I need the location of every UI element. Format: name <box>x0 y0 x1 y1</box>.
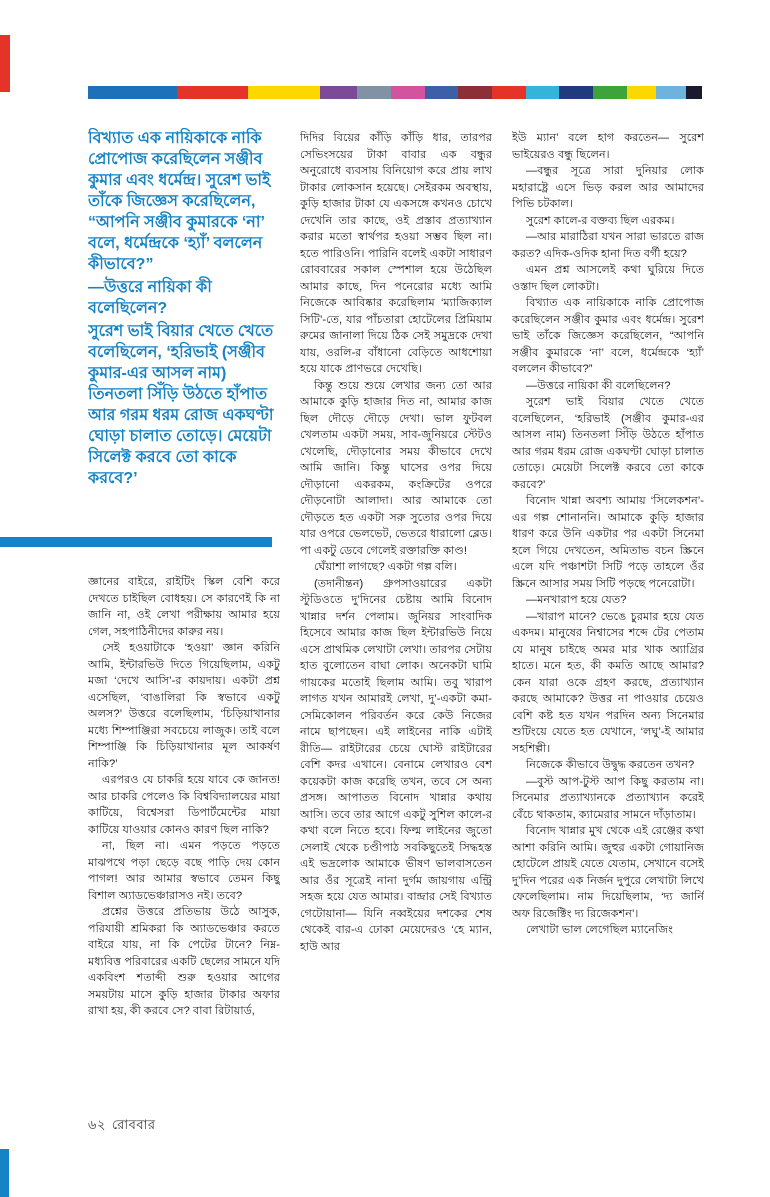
paragraph: প্রশ্নের উত্তরে প্রতিভায় উঠে আসুক, পরিযায়ী শ্রমিকরা কি অ্যাডভেঞ্চার করতে বাইরে যায়, না কি পেটের টানে? নিম্ন-মধ্যবিত্ত পরিবারের একটি ছেলের সামনে যদি একবিংশ শতাব্দী শুরু হওয়ার আগের সময়টায় মাসে কুড়ি হাজার টাকার অফার রাখা হয়, কী করবে সে? বাবা রিটায়ার্ড, <box>88 906 280 1017</box>
stripe-segment <box>177 86 248 99</box>
paragraph: দিদির বিয়ের কাঁড়ি কাঁড়ি ধার, তারপর সেভিংসয়ের টাকা বাবার এক বন্ধুর অনুরোধে ব্যবসায় বিনিয়োগ করে প্রায় লাখ টাকার লোকসান হয়েছে। সেইরকম অবস্থায়, কুড়ি হাজার টাকা যে একসঙ্গে কখনও চোখে দেখেনি তার কাছে, ওই প্রস্তাব প্রত্যাখ্যান করার মতো স্বার্থপর হওয়া সম্ভব ছিল না। হতে পারিওনি। পারিনি বলেই একটা সাধারণ রোববারের সকাল স্পেশাল হয়ে উঠেছিল আমার কাছে, দিন পনেরোর মধ্যে আমি নিজেকে আবিষ্কার করেছিলাম ‘ম্যাজিক্যাল সিটি’-তে, যার পাঁচতারা হোটেলের প্রিমিয়াম রুমের জানালা দিয়ে ঠিক সেই সমুদ্রকে দেখা যায়, ওরলি-র বাঁধানো বেড়িতে আধশোয়া হয়ে যাকে প্রাণভরে দেখেছি। <box>300 132 492 375</box>
paragraph: সুরেশ কালে-র বক্তব্য ছিল এরকম। <box>526 214 675 227</box>
stripe-segment <box>320 86 358 99</box>
stripe-segment <box>686 86 702 99</box>
stripe-segment <box>391 86 425 99</box>
paragraph: এরপরও যে চাকরি হয়ে যাবে কে জানত! আর চাকরি পেলেও কি বিশ্ববিদ্যালয়ের মায়া কাটিয়ে, বিশ্বেসরা ডিপার্টমেন্টের মায়া কাটিয়ে যাওয়ার কোনও কারণ ছিল নাকি? <box>88 774 280 836</box>
paragraph: —বুস্ট আপ-টুস্ট আপ কিছু করতাম না। সিনেমার প্রত্যাখ্যানকে প্রত্যাখ্যান করেই বেঁচে থাকতাম, ক্যামেরার সামনে দাঁড়াতাম। <box>512 775 704 821</box>
stripe-segment <box>526 86 560 99</box>
stripe-segment <box>656 86 686 99</box>
column-middle <box>300 130 492 1108</box>
paragraph: এমন প্রশ্ন আসলেই কথা ঘুরিয়ে দিতে ওস্তাদ ছিল লোকটা। <box>512 264 704 293</box>
paragraph: —উত্তরে নায়িকা কী বলেছিলেন? <box>526 379 671 392</box>
paragraph: (তদানীন্তন) গ্রুপসাওয়ারের একটা স্টুডিওতে দু’দিনের চেষ্টায় আমি বিনোদ খান্নার দর্শন পেলাম। জুনিয়র সাংবাদিক হিসেবে আমার কাজ ছিল ইন্টারভিউ নিয়ে এসে প্রাথমিক লেখাটা লেখা। তারপর সেটায় হাত বুলোতেন বাঘা লোক। অনেকটা ঘামি গায়কের মতোই ছিলাম আমি। তবু খারাপ লাগত যখন আমারই লেখা, দু’-একটা কমা-সেমিকোলন পরিবর্তন করে কেউ নিজের নামে ছাপছেন। এই লাইনের নাকি এটাই রীতি— রাইটারের চেয়ে ঘোস্ট রাইটারের বেশি কদর এখানে। বেনামে লেখারও বেশ কয়েকটা কাজ করেছি তখন, তবে সে অন্য প্রসঙ্গ। আপাতত বিনোদ খান্নার কথায় আসি। তবে তার আগে একটু সুশিল কালে-র কথা বলে নিতে হবে। ফিল্ম লাইনের জুতো সেলাই থেকে চণ্ডীপাঠ সবকিছুতেই সিদ্ধহস্ত এই ভদ্রলোক আমাকে ভীষণ ভালবাসতেন আর ওঁর সূত্রেই নানা দুর্গম জায়গায় এন্ট্রি সহজ হয়ে যেত আমার। বান্দ্রার সেই বিখ্যাত গেটোয়ানা— যিনি নব্বইয়ের দশকের শেষ থেকেই বার-এ ঢোকা মেয়েদেরও ‘হে ম্যান, হাউ আর <box>300 577 492 953</box>
paragraph: বিনোদ খান্না অবশ্য আমায় ‘সিলেকশন’-এর গল্প শোনাননি। আমাকে কুড়ি হাজার ধারণ করে উনি একটার পর একটা সিনেমা হলে গিয়ে দেখতেন, অমিতাভ বচন স্ক্রিনে এলে যদি পঞ্চাশটা সিটি পড়ে তাহলে ওঁর স্ক্রিনে আসার সময় সিটি পড়ছে পনেরোটা। <box>512 495 704 590</box>
paragraph: জ্ঞানের বাইরে, রাইটিং স্কিল বেশি করে দেখতে চাইছিল বোধহয়। সে কারণেই কি না জানি না, ওই লেখা পরীক্ষায় আমার হয়ে গেল, সহপাঠিনীদের কারুর নয়। <box>88 576 280 638</box>
page-number: ৬২ <box>88 1117 106 1132</box>
pull-quote-paragraph: —উত্তরে নায়িকা কী বলেছিলেন? <box>88 279 212 317</box>
stripe-segment <box>425 86 459 99</box>
bottom-left-blue-edge-bar <box>0 1149 9 1197</box>
stripe-segment <box>248 86 319 99</box>
paragraph: —মনখারাপ হয়ে যেত? <box>526 594 627 606</box>
stripe-segment <box>627 86 657 99</box>
stripe-segment <box>458 86 492 99</box>
paragraph: লেখাটা ভাল লেগেছিল ম্যানেজিং <box>526 924 673 936</box>
paragraph: বিখ্যাত এক নায়িকাকে নাকি প্রোপোজ করেছিলেন সঞ্জীব কুমার এবং ধর্মেন্দ্র। সুরেশ ভাই তাঁকে জিজ্ঞেস করেছিলেন, “আপনি সঞ্জীব কুমারকে ‘না’ বলে, ধর্মেন্দ্রকে ‘হ্যাঁ’ বললেন কীভাবে?” <box>512 297 704 375</box>
page-footer <box>88 1116 156 1137</box>
top-color-stripe <box>88 86 702 99</box>
stripe-segment <box>357 86 391 99</box>
paragraph: সেই হওয়াটাকে ‘হওয়া’ জ্ঞান করিনি আমি, ইন্টারভিউ দিতে গিয়েছিলাম, একটু মজা ‘দেখে আসি’-র কায়দায়। একটা প্রশ্ন এসেছিল, ‘বাঙালিরা কি স্বভাবে একটু অলস?’ উত্তরে বলেছিলাম, ‘চিড়িয়াখানার মধ্যে শিম্পাঞ্জিরা সবচেয়ে লাজুক। তাই বলে শিম্পাঞ্জি কি চিড়িয়াখানার মূল আকর্ষণ নাকি?’ <box>88 642 280 770</box>
paragraph: কিন্তু শুয়ে শুয়ে লেখার জন্য তো আর আমাকে কুড়ি হাজার দিত না, আমার কাজ ছিল দৌড়ে দৌড়ে দেখা। ভাল ফুটবল খেলতাম একটা সময়, সাব-জুনিয়রে স্টেটও খেলেছি, দৌড়ানোর সময় কীভাবে দেখে আমি জানি। কিন্তু ঘাসের ওপর দিয়ে দৌড়ানো একরকম, কংক্রিটের ওপরে দৌড়নোটা আলাদা। আর আমাকে তো দৌড়তে হত একটা সরু সুতোর ওপর দিয়ে যার ওপরে ভেলভেট, ভেতরে ধারালো ব্লেড। পা একটু ডেবে গেলেই রক্তারক্তি কাণ্ড! <box>300 379 492 557</box>
stripe-segment <box>88 86 177 99</box>
paragraph: ঘেঁয়াশা লাগছে? একটা গল্প বলি। <box>314 561 457 573</box>
paragraph: ইউ ম্যান’ বলে হাগ করতেন— সুরেশ ভাইয়েরও বন্ধু ছিলেন। <box>512 132 704 161</box>
blue-divider-bar <box>0 537 272 547</box>
stripe-segment <box>492 86 526 99</box>
paragraph: —বন্ধুর সূত্রে সারা দুনিয়ার লোক মহারাষ্ট্রে এসে ভিড় করল আর আমাদের পিভি চটকাল। <box>512 165 704 210</box>
stripe-segment <box>559 86 593 99</box>
column-left-body <box>88 574 280 1108</box>
paragraph: —আর মারাঠিরা যখন সারা ভারতে রাজ করত? এদিক-ওদিক হানা দিত বর্গী হয়ে? <box>512 231 704 260</box>
paragraph: না, ছিল না। এমন পড়তে পড়তে মাঝপথে পড়া ছেড়ে বছে পাড়ি দেয় কোন পাগল! আর আমার স্বভাবে তেমন কিছু বিশাল অ্যাডভেঞ্চারাসও নই। তবে? <box>88 840 280 902</box>
paragraph: —খারাপ মানে? ভেঙে চুরমার হয়ে যেত একদম। মানুষের নিশ্বাসের শব্দে টের পেতাম যে মানুষ চাইছে অমর মার খাক অ্যাগ্রির হাতে। মনে হত, কী কমতি আছে আমার? কেন যারা ওকে গ্রহণ করছে, প্রত্যাখ্যান করছে আমাকে? উত্তর না পাওয়ার চেয়েও বেশি কষ্ট হত যখন পরদিন অন্য সিনেমার শুটিংয়ে যেতে হত যেখানে, ‘লঘু’-ই আমার সহশিল্পী। <box>512 610 704 755</box>
paragraph: বিনোদ খান্নার মুখ থেকে এই রেঞ্জের কথা আশা করিনি আমি। জুহুর একটা গোয়ানিজ হোটেলে প্রায়ই যেতে যেতাম, সেখানে বসেই দু’দিন পরের এক নির্জন দুপুরে লেখাটা লিখে ফেলেছিলাম। নাম দিয়েছিলাম, ‘দ্য জার্নি অফ রিজেক্টিং দ্য রিজেকশন’। <box>512 825 704 920</box>
column-right <box>512 130 704 1108</box>
stripe-segment <box>593 86 627 99</box>
pull-quote-paragraph: বিখ্যাত এক নায়িকাকে নাকি প্রোপোজ করেছিলেন সঞ্জীব কুমার এবং ধর্মেন্দ্র। সুরেশ ভাই তাঁকে জিজ্ঞেস করেছিলেন, “আপনি সঞ্জীব কুমারকে ‘না’ বলে, ধর্মেন্দ্রকে ‘হ্যাঁ’ বললেন কীভাবে?” <box>88 130 271 273</box>
paragraph: সুরেশ ভাই বিয়ার খেতে খেতে বলেছিলেন, ‘হরিভাই (সঞ্জীব কুমার-এর আসল নাম) তিনতলা সিঁড়ি উঠতে হাঁপাত আর গরম ধরম রোজ একঘণ্টা ঘোড়া চালাত তোড়ে। মেয়েটা সিলেক্ট করবে তো কাকে করবে?’ <box>512 396 704 491</box>
top-left-red-edge-bar <box>0 35 10 92</box>
pull-quote <box>88 128 282 526</box>
pull-quote-paragraph: সুরেশ ভাই বিয়ার খেতে খেতে বলেছিলেন, ‘হরিভাই (সঞ্জীব কুমার-এর আসল নাম) তিনতলা সিঁড়ি উঠতে হাঁপাত আর গরম ধরম রোজ একঘণ্টা ঘোড়া চালাত তোড়ে। মেয়েটা সিলেক্ট করবে তো কাকে করবে?’ <box>88 323 274 487</box>
paragraph: নিজেকে কীভাবে উদ্বুদ্ধ করতেন তখন? <box>526 759 695 771</box>
magazine-name: রোববার <box>111 1117 156 1132</box>
